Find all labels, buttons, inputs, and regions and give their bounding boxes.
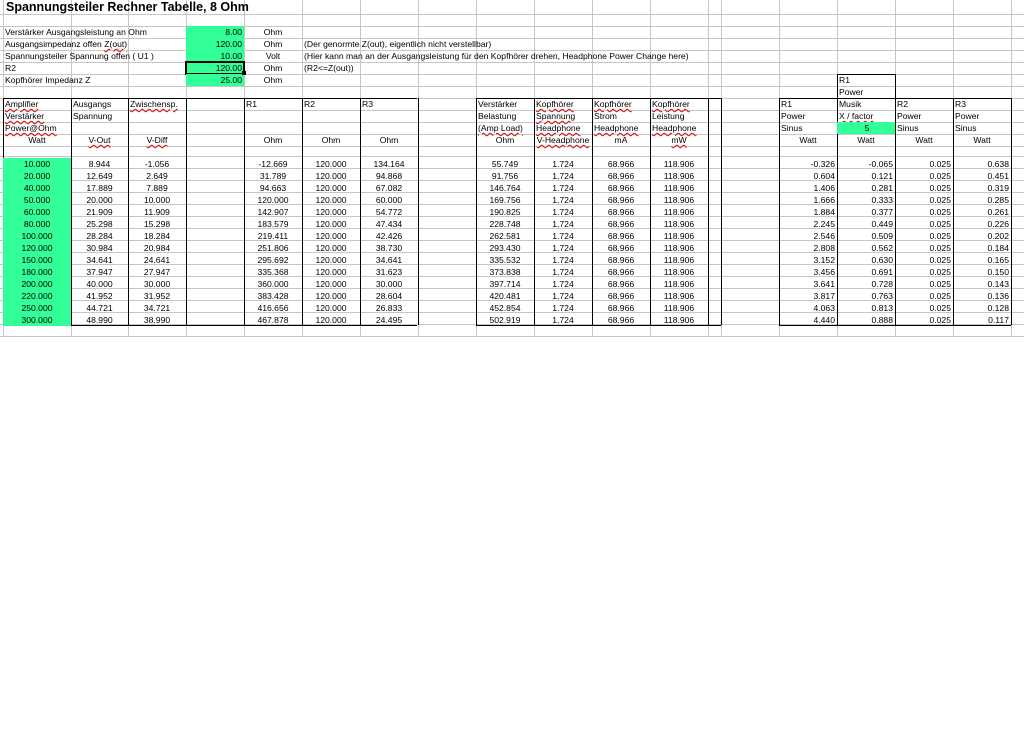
table-cell[interactable]: 3.152 (813, 255, 835, 265)
table-cell[interactable]: 2.546 (813, 231, 835, 241)
table-cell[interactable]: 502.919 (489, 315, 521, 325)
table-cell[interactable]: 120.000 (315, 315, 347, 325)
table-cell[interactable]: 1.724 (552, 303, 574, 313)
table-cell[interactable]: 0.025 (929, 195, 951, 205)
param-label[interactable]: Verstärker Ausgangsleistung an Ohm (5, 27, 147, 37)
amp-power-cell[interactable]: 150.000 (3, 254, 71, 266)
param-unit[interactable]: Ohm (263, 27, 283, 37)
amp-power-cell[interactable]: 120.000 (3, 242, 71, 254)
sheet-title: Spannungsteiler Rechner Tabelle, 8 Ohm (6, 0, 249, 14)
table-cell[interactable]: 27.947 (143, 267, 171, 277)
table-cell[interactable]: 67.082 (375, 183, 403, 193)
table-cell[interactable]: 68.966 (607, 231, 635, 241)
table-border (721, 98, 722, 325)
column-header[interactable]: Leistung (652, 111, 685, 121)
param-note[interactable]: (Hier kann man an der Ausgangsleistung für den Kopfhörer drehen, Headphone Power Change here) (304, 51, 689, 61)
table-cell[interactable]: 0.813 (871, 303, 893, 313)
table-cell[interactable]: -12.669 (258, 159, 288, 169)
column-header[interactable]: Headphone (652, 123, 697, 133)
table-border (186, 98, 187, 325)
table-cell[interactable]: 120.000 (315, 183, 347, 193)
table-cell[interactable]: 30.984 (86, 243, 113, 253)
table-cell[interactable]: 183.579 (257, 219, 289, 229)
table-cell[interactable]: 0.025 (929, 291, 951, 301)
table-cell[interactable]: 416.656 (257, 303, 289, 313)
table-cell[interactable]: 120.000 (315, 231, 347, 241)
param-value-input[interactable]: 8.00 (186, 26, 244, 38)
table-cell[interactable]: 118.906 (663, 231, 695, 241)
table-cell[interactable]: 118.906 (663, 315, 695, 325)
spreadsheet-grid[interactable] (0, 0, 1024, 340)
table-cell[interactable]: 1.406 (813, 183, 835, 193)
column-header[interactable]: Kopfhörer (652, 99, 690, 109)
column-header[interactable]: Sinus (897, 123, 919, 133)
param-label[interactable]: Kopfhörer Impedanz Z (5, 75, 91, 85)
column-header[interactable]: Verstärker (5, 111, 45, 121)
amp-power-cell[interactable]: 300.000 (3, 314, 71, 326)
amp-power-cell[interactable]: 250.000 (3, 302, 71, 314)
table-cell[interactable]: 118.906 (663, 207, 695, 217)
param-value-input[interactable]: 120.00 (186, 38, 244, 50)
table-cell[interactable]: 1.724 (552, 171, 574, 181)
table-cell[interactable]: 0.261 (987, 207, 1009, 217)
table-cell[interactable]: 30.000 (143, 279, 171, 289)
table-cell[interactable]: 120.000 (315, 219, 347, 229)
table-cell[interactable]: 142.907 (257, 207, 289, 217)
table-cell[interactable]: 0.025 (929, 315, 951, 325)
table-cell[interactable]: 219.411 (257, 231, 289, 241)
table-cell[interactable]: 38.990 (143, 315, 171, 325)
table-cell[interactable]: 251.806 (257, 243, 289, 253)
table-cell[interactable]: 10.000 (143, 195, 171, 205)
column-header[interactable]: Amplifier (5, 99, 39, 109)
musik-header-label[interactable]: R1 (839, 75, 850, 85)
table-cell[interactable]: 0.165 (987, 255, 1009, 265)
table-cell[interactable]: 0.285 (987, 195, 1009, 205)
table-cell[interactable]: 0.121 (871, 171, 893, 181)
table-cell[interactable]: 3.641 (813, 279, 835, 289)
table-border (1011, 98, 1012, 325)
table-cell[interactable]: -0.326 (810, 159, 835, 169)
table-cell[interactable]: 34.721 (143, 303, 171, 313)
table-cell[interactable]: 0.202 (987, 231, 1009, 241)
table-cell[interactable]: 467.878 (257, 315, 289, 325)
column-header[interactable]: Spannung (73, 111, 113, 121)
param-unit[interactable]: Ohm (263, 63, 283, 73)
table-cell[interactable]: 1.884 (813, 207, 835, 217)
table-cell[interactable]: 3.456 (813, 267, 835, 277)
table-cell[interactable]: 397.714 (489, 279, 521, 289)
param-note[interactable]: (Der genormte Z(out), eigentlich nicht verstellbar) (304, 39, 492, 49)
param-label[interactable]: R2 (5, 63, 16, 73)
amp-power-cell[interactable]: 220.000 (3, 290, 71, 302)
table-cell[interactable]: 0.025 (929, 243, 951, 253)
param-unit[interactable]: Volt (265, 51, 281, 61)
table-cell[interactable]: 0.117 (988, 315, 1009, 325)
column-header[interactable]: Power (955, 111, 980, 121)
table-cell[interactable]: 118.906 (663, 219, 695, 229)
table-border (418, 98, 419, 325)
column-header[interactable]: Power (897, 111, 922, 121)
column-header[interactable]: Power@Ohm (5, 123, 57, 133)
grid-row-line (0, 146, 1024, 147)
table-cell[interactable]: 60.000 (375, 195, 403, 205)
table-cell[interactable]: 1.724 (552, 195, 574, 205)
table-cell[interactable]: 1.724 (552, 207, 574, 217)
table-cell[interactable]: 295.692 (257, 255, 289, 265)
table-cell[interactable]: 118.906 (663, 267, 695, 277)
table-cell[interactable]: 1.724 (552, 255, 574, 265)
table-cell[interactable]: 31.623 (375, 267, 403, 277)
table-cell[interactable]: 7.889 (146, 183, 168, 193)
table-cell[interactable]: 1.724 (552, 183, 574, 193)
column-header[interactable]: Musik (839, 99, 862, 109)
column-header[interactable]: Watt (857, 135, 875, 145)
table-cell[interactable]: 169.756 (489, 195, 521, 205)
column-header[interactable]: Headphone (594, 123, 639, 133)
table-cell[interactable]: 0.377 (871, 207, 893, 217)
table-cell[interactable]: 0.451 (987, 171, 1009, 181)
column-header[interactable]: R2 (304, 99, 315, 109)
table-cell[interactable]: 335.368 (257, 267, 289, 277)
column-header[interactable]: R3 (955, 99, 966, 109)
table-cell[interactable]: 55.749 (491, 159, 519, 169)
column-header[interactable]: X / factor (839, 111, 874, 121)
table-cell[interactable]: 54.772 (375, 207, 403, 217)
column-header[interactable]: Ohm (379, 135, 399, 145)
table-cell[interactable]: 120.000 (315, 267, 347, 277)
column-header[interactable]: Ausgangs (73, 99, 112, 109)
table-cell[interactable]: 94.663 (259, 183, 287, 193)
table-cell[interactable]: 120.000 (315, 243, 347, 253)
column-header[interactable]: V-Diff (146, 135, 168, 145)
column-header[interactable]: Spannung (536, 111, 576, 121)
column-header[interactable]: mA (614, 135, 628, 145)
table-cell[interactable]: 118.906 (663, 279, 695, 289)
table-cell[interactable]: 0.025 (929, 255, 951, 265)
table-cell[interactable]: 1.724 (552, 159, 574, 169)
column-header[interactable]: Sinus (955, 123, 977, 133)
table-cell[interactable]: 28.284 (86, 231, 113, 241)
table-cell[interactable]: 0.728 (871, 279, 893, 289)
table-cell[interactable]: 0.509 (871, 231, 893, 241)
table-cell[interactable]: 12.649 (86, 171, 113, 181)
table-cell[interactable]: 0.150 (987, 267, 1009, 277)
table-cell[interactable]: 2.649 (146, 171, 168, 181)
table-cell[interactable]: 0.763 (871, 291, 893, 301)
param-label[interactable]: Spannungsteiler Spannung offen ( U1 ) (5, 51, 154, 61)
column-header[interactable]: Kopfhörer (536, 99, 574, 109)
grid-row-line (0, 336, 1024, 337)
column-header[interactable]: Belastung (478, 111, 517, 121)
table-cell[interactable]: 41.952 (86, 291, 113, 301)
table-cell[interactable]: 0.638 (987, 159, 1009, 169)
table-cell[interactable]: 68.966 (607, 195, 635, 205)
table-cell[interactable]: 383.428 (257, 291, 289, 301)
table-cell[interactable]: 0.128 (987, 303, 1009, 313)
table-cell[interactable]: 25.298 (86, 219, 113, 229)
table-cell[interactable]: 17.889 (86, 183, 113, 193)
column-header[interactable]: Headphone (536, 123, 581, 133)
table-cell[interactable]: 0.888 (871, 315, 893, 325)
table-cell[interactable]: 118.906 (663, 183, 695, 193)
column-header[interactable]: Watt (799, 135, 817, 145)
table-cell[interactable]: 120.000 (315, 171, 347, 181)
table-cell[interactable]: 0.333 (871, 195, 893, 205)
table-cell[interactable]: 68.966 (607, 315, 635, 325)
table-cell[interactable]: 68.966 (607, 303, 635, 313)
table-cell[interactable]: 1.724 (552, 243, 574, 253)
table-cell[interactable]: 44.721 (86, 303, 113, 313)
table-cell[interactable]: 134.164 (373, 159, 405, 169)
amp-power-cell[interactable]: 20.000 (3, 170, 71, 182)
table-cell[interactable]: 0.226 (987, 219, 1009, 229)
table-cell[interactable]: 0.136 (987, 291, 1009, 301)
table-cell[interactable]: 68.966 (607, 243, 635, 253)
table-cell[interactable]: 1.724 (552, 291, 574, 301)
table-cell[interactable]: 47.434 (375, 219, 403, 229)
table-cell[interactable]: 118.906 (663, 255, 695, 265)
table-cell[interactable]: 4.063 (813, 303, 835, 313)
table-cell[interactable]: 8.944 (88, 159, 111, 169)
table-cell[interactable]: 30.000 (375, 279, 403, 289)
table-cell[interactable]: 1.724 (552, 219, 574, 229)
column-header[interactable]: V-Out (88, 135, 111, 145)
table-cell[interactable]: 0.630 (871, 255, 893, 265)
grid-row-line (0, 156, 1024, 157)
table-cell[interactable]: 120.000 (315, 159, 347, 169)
table-cell[interactable]: 68.966 (607, 291, 635, 301)
column-header[interactable]: R3 (362, 99, 373, 109)
column-header[interactable]: Ohm (495, 135, 515, 145)
table-cell[interactable]: 21.909 (86, 207, 113, 217)
table-cell[interactable]: 42.426 (375, 231, 403, 241)
table-cell[interactable]: 15.298 (143, 219, 171, 229)
column-header[interactable]: Power (781, 111, 806, 121)
column-header[interactable]: Ohm (263, 135, 283, 145)
table-cell[interactable]: 68.966 (607, 183, 635, 193)
table-cell[interactable]: 34.641 (86, 255, 113, 265)
table-cell[interactable]: 360.000 (257, 279, 289, 289)
param-unit[interactable]: Ohm (263, 75, 283, 85)
table-cell[interactable]: 373.838 (489, 267, 521, 277)
table-cell[interactable]: 118.906 (663, 159, 695, 169)
column-header[interactable]: Watt (973, 135, 991, 145)
param-value-input[interactable]: 25.00 (186, 74, 244, 86)
amp-power-cell[interactable]: 10.000 (3, 158, 71, 170)
amp-power-cell[interactable]: 100.000 (3, 230, 71, 242)
table-cell[interactable]: -1.056 (144, 159, 170, 169)
table-cell[interactable]: 1.724 (552, 279, 574, 289)
table-cell[interactable]: 0.691 (871, 267, 893, 277)
table-cell[interactable]: 120.000 (315, 255, 347, 265)
column-header[interactable]: Strom (594, 111, 617, 121)
musik-header-label[interactable]: Power (839, 87, 864, 97)
table-cell[interactable]: 0.449 (871, 219, 893, 229)
table-cell[interactable]: 0.025 (929, 159, 951, 169)
amp-power-cell[interactable]: 40.000 (3, 182, 71, 194)
table-cell[interactable]: 68.966 (607, 279, 635, 289)
table-cell[interactable]: 118.906 (663, 195, 695, 205)
param-unit[interactable]: Ohm (263, 39, 283, 49)
table-cell[interactable]: 68.966 (607, 267, 635, 277)
table-cell[interactable]: 91.756 (491, 171, 519, 181)
table-cell[interactable]: 0.319 (987, 183, 1009, 193)
table-cell[interactable]: 38.730 (375, 243, 403, 253)
table-cell[interactable]: 18.284 (143, 231, 171, 241)
table-cell[interactable]: 1.724 (552, 267, 574, 277)
table-cell[interactable]: 0.281 (871, 183, 893, 193)
table-cell[interactable]: 3.817 (813, 291, 835, 301)
table-cell[interactable]: 0.025 (929, 267, 951, 277)
column-header[interactable]: Sinus (781, 123, 803, 133)
table-cell[interactable]: 26.833 (375, 303, 403, 313)
table-cell[interactable]: 20.000 (86, 195, 113, 205)
amp-power-cell[interactable]: 60.000 (3, 206, 71, 218)
param-label[interactable]: Ausgangsimpedanz offen Z(out) (5, 39, 128, 49)
amp-power-cell[interactable]: 200.000 (3, 278, 71, 290)
table-cell[interactable]: 28.604 (375, 291, 403, 301)
column-header[interactable]: R1 (246, 99, 257, 109)
table-cell[interactable]: 68.966 (607, 219, 635, 229)
amp-power-cell[interactable]: 50.000 (3, 194, 71, 206)
grid-row-line (0, 14, 1024, 15)
table-cell[interactable]: 0.025 (929, 183, 951, 193)
table-cell[interactable]: -0.065 (868, 159, 893, 169)
table-cell[interactable]: 335.532 (489, 255, 521, 265)
table-cell[interactable]: 190.825 (489, 207, 521, 217)
column-header[interactable]: Verstärker (478, 99, 518, 109)
param-value-input[interactable]: 10.00 (186, 50, 244, 62)
table-cell[interactable]: 68.966 (607, 207, 635, 217)
column-header[interactable]: mW (671, 135, 687, 145)
table-border (895, 74, 896, 98)
table-cell[interactable]: 2.245 (813, 219, 835, 229)
table-cell[interactable]: 0.025 (929, 207, 951, 217)
column-header[interactable]: Watt (28, 135, 46, 145)
table-border (708, 98, 709, 325)
table-cell[interactable]: 120.000 (315, 279, 347, 289)
table-cell[interactable]: 120.000 (315, 291, 347, 301)
table-cell[interactable]: 0.143 (987, 279, 1009, 289)
table-cell[interactable]: 24.641 (143, 255, 171, 265)
table-cell[interactable]: 0.604 (813, 171, 835, 181)
table-cell[interactable]: 118.906 (663, 291, 695, 301)
table-cell[interactable]: 1.724 (552, 315, 574, 325)
table-cell[interactable]: 0.025 (929, 171, 951, 181)
table-cell[interactable]: 120.000 (315, 207, 347, 217)
column-header[interactable]: Kopfhörer (594, 99, 632, 109)
table-cell[interactable]: 68.966 (607, 159, 635, 169)
table-cell[interactable]: 40.000 (86, 279, 113, 289)
table-cell[interactable]: 120.000 (315, 195, 347, 205)
table-cell[interactable]: 4.440 (813, 315, 835, 325)
column-header[interactable]: 5 (837, 122, 895, 134)
param-note[interactable]: (R2<=Z(out)) (304, 63, 354, 73)
table-cell[interactable]: 120.000 (315, 303, 347, 313)
amp-power-cell[interactable]: 180.000 (3, 266, 71, 278)
table-cell[interactable]: 118.906 (663, 243, 695, 253)
table-cell[interactable]: 37.947 (86, 267, 113, 277)
table-cell[interactable]: 118.906 (663, 171, 695, 181)
table-cell[interactable]: 24.495 (375, 315, 403, 325)
column-header[interactable]: Ohm (321, 135, 341, 145)
table-cell[interactable]: 118.906 (663, 303, 695, 313)
table-cell[interactable]: 1.666 (813, 195, 835, 205)
table-cell[interactable]: 452.854 (489, 303, 521, 313)
table-cell[interactable]: 0.025 (929, 279, 951, 289)
table-cell[interactable]: 0.025 (929, 219, 951, 229)
table-cell[interactable]: 0.184 (987, 243, 1009, 253)
table-cell[interactable]: 0.025 (929, 231, 951, 241)
table-cell[interactable]: 68.966 (607, 255, 635, 265)
table-cell[interactable]: 31.952 (143, 291, 171, 301)
table-cell[interactable]: 120.000 (257, 195, 289, 205)
column-header[interactable]: R1 (781, 99, 792, 109)
fill-handle[interactable] (242, 71, 246, 75)
param-value-input[interactable]: 120.00 (186, 62, 244, 74)
table-cell[interactable]: 11.909 (144, 207, 170, 217)
table-cell[interactable]: 293.430 (489, 243, 521, 253)
table-cell[interactable]: 2.808 (813, 243, 835, 253)
table-cell[interactable]: 31.789 (259, 171, 287, 181)
column-header[interactable]: (Amp Load) (478, 123, 523, 133)
table-cell[interactable]: 0.562 (871, 243, 893, 253)
table-cell[interactable]: 420.481 (489, 291, 521, 301)
table-cell[interactable]: 68.966 (607, 171, 635, 181)
table-cell[interactable]: 0.025 (929, 303, 951, 313)
table-cell[interactable]: 34.641 (375, 255, 403, 265)
table-cell[interactable]: 146.764 (489, 183, 521, 193)
column-header[interactable]: V-Headphone (536, 135, 590, 145)
column-header[interactable]: Zwischensp. (130, 99, 178, 109)
table-cell[interactable]: 20.984 (143, 243, 171, 253)
table-cell[interactable]: 1.724 (552, 231, 574, 241)
column-header[interactable]: Watt (915, 135, 933, 145)
amp-power-cell[interactable]: 80.000 (3, 218, 71, 230)
table-cell[interactable]: 228.748 (489, 219, 521, 229)
column-header[interactable]: R2 (897, 99, 908, 109)
table-cell[interactable]: 48.990 (86, 315, 113, 325)
table-cell[interactable]: 94.868 (375, 171, 403, 181)
table-cell[interactable]: 262.581 (489, 231, 521, 241)
